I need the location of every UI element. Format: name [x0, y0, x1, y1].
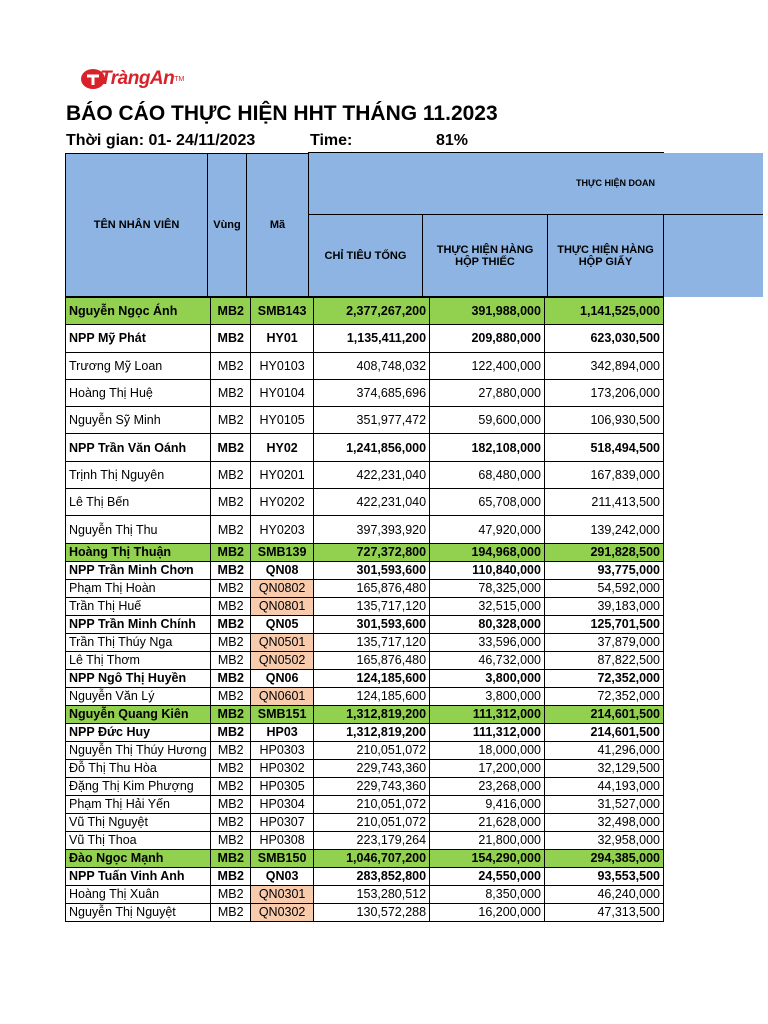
- employee-name-cell: Lê Thị Thơm: [66, 651, 211, 669]
- code-cell: SMB139: [251, 543, 314, 561]
- paper-box-cell: 1,141,525,000: [544, 298, 663, 325]
- target-cell: 727,372,800: [314, 543, 430, 561]
- report-period: [66, 132, 469, 150]
- tin-box-cell: 27,880,000: [430, 379, 545, 406]
- table-row: [66, 434, 664, 461]
- region-cell: MB2: [211, 687, 251, 705]
- region-cell: MB2: [211, 379, 251, 406]
- header-group-cell: [308, 153, 763, 215]
- target-cell: 229,743,360: [314, 759, 430, 777]
- tin-box-cell: 47,920,000: [430, 516, 545, 543]
- code-cell: HP0304: [251, 795, 314, 813]
- target-cell: 124,185,600: [314, 669, 430, 687]
- employee-name-cell: Nguyễn Thị Nguyệt: [66, 903, 211, 921]
- paper-box-cell: 214,601,500: [544, 705, 663, 723]
- tin-box-cell: 65,708,000: [430, 489, 545, 516]
- paper-box-cell: 47,313,500: [544, 903, 663, 921]
- employee-name-cell: Nguyễn Thị Thúy Hương: [66, 741, 211, 759]
- time-percent: 81%: [436, 132, 469, 149]
- logo-text: TràngAn: [100, 68, 175, 89]
- target-cell: 2,377,267,200: [314, 298, 430, 325]
- table-row: [66, 777, 664, 795]
- paper-box-cell: 37,879,000: [544, 633, 663, 651]
- region-cell: MB2: [211, 325, 251, 352]
- tin-box-cell: 68,480,000: [430, 461, 545, 488]
- table-body: [66, 298, 664, 922]
- region-cell: MB2: [211, 434, 251, 461]
- employee-name-cell: Hoàng Thị Xuân: [66, 885, 211, 903]
- employee-name-cell: Trịnh Thị Nguyên: [66, 461, 211, 488]
- table-row: [66, 885, 664, 903]
- target-cell: 422,231,040: [314, 489, 430, 516]
- region-cell: MB2: [211, 759, 251, 777]
- tin-box-cell: 21,800,000: [430, 831, 545, 849]
- region-cell: MB2: [211, 461, 251, 488]
- target-cell: 422,231,040: [314, 461, 430, 488]
- table-row: [66, 705, 664, 723]
- header-code: Mã: [246, 153, 309, 297]
- tin-box-cell: 24,550,000: [430, 867, 545, 885]
- employee-name-cell: Nguyễn Văn Lý: [66, 687, 211, 705]
- tin-box-cell: 33,596,000: [430, 633, 545, 651]
- code-cell: QN0301: [251, 885, 314, 903]
- code-cell: QN0302: [251, 903, 314, 921]
- table-row: [66, 298, 664, 325]
- table-row: [66, 407, 664, 434]
- tin-box-cell: 23,268,000: [430, 777, 545, 795]
- employee-name-cell: Hoàng Thị Huệ: [66, 379, 211, 406]
- employee-name-cell: NPP Mỹ Phát: [66, 325, 211, 352]
- employee-name-cell: Lê Thị Bến: [66, 489, 211, 516]
- region-cell: MB2: [211, 849, 251, 867]
- code-cell: QN0601: [251, 687, 314, 705]
- header-paper-box: THỰC HIỆN HÀNG HỘP GIẤY: [547, 214, 664, 297]
- code-cell: QN03: [251, 867, 314, 885]
- paper-box-cell: 72,352,000: [544, 687, 663, 705]
- region-cell: MB2: [211, 651, 251, 669]
- region-cell: MB2: [211, 407, 251, 434]
- target-cell: 397,393,920: [314, 516, 430, 543]
- target-cell: 223,179,264: [314, 831, 430, 849]
- target-cell: 301,593,600: [314, 561, 430, 579]
- tin-box-cell: 18,000,000: [430, 741, 545, 759]
- region-cell: MB2: [211, 561, 251, 579]
- code-cell: HY0105: [251, 407, 314, 434]
- target-cell: 210,051,072: [314, 813, 430, 831]
- paper-box-cell: 214,601,500: [544, 723, 663, 741]
- region-cell: MB2: [211, 705, 251, 723]
- tin-box-cell: 17,200,000: [430, 759, 545, 777]
- employee-name-cell: Hoàng Thị Thuận: [66, 543, 211, 561]
- period-label: Thời gian: 01- 24/11/2023: [66, 132, 256, 149]
- employee-name-cell: NPP Trần Minh Chính: [66, 615, 211, 633]
- target-cell: 351,977,472: [314, 407, 430, 434]
- header-name: TÊN NHÂN VIÊN: [65, 153, 208, 297]
- region-cell: MB2: [211, 831, 251, 849]
- region-cell: MB2: [211, 615, 251, 633]
- employee-name-cell: NPP Trần Minh Chơn: [66, 561, 211, 579]
- header-group-extension: [664, 215, 763, 297]
- tin-box-cell: 154,290,000: [430, 849, 545, 867]
- employee-name-cell: NPP Tuấn Vinh Anh: [66, 867, 211, 885]
- region-cell: MB2: [211, 597, 251, 615]
- employee-name-cell: Nguyễn Quang Kiên: [66, 705, 211, 723]
- region-cell: MB2: [211, 669, 251, 687]
- region-cell: MB2: [211, 903, 251, 921]
- table-row: [66, 461, 664, 488]
- region-cell: MB2: [211, 741, 251, 759]
- target-cell: 408,748,032: [314, 352, 430, 379]
- table-row: [66, 489, 664, 516]
- tin-box-cell: 182,108,000: [430, 434, 545, 461]
- employee-name-cell: Trương Mỹ Loan: [66, 352, 211, 379]
- paper-box-cell: 32,958,000: [544, 831, 663, 849]
- paper-box-cell: 54,592,000: [544, 579, 663, 597]
- table-row: [66, 633, 664, 651]
- tin-box-cell: 111,312,000: [430, 723, 545, 741]
- time-label: Time:: [310, 132, 353, 149]
- paper-box-cell: 518,494,500: [544, 434, 663, 461]
- table-row: [66, 867, 664, 885]
- code-cell: HY0202: [251, 489, 314, 516]
- paper-box-cell: 44,193,000: [544, 777, 663, 795]
- code-cell: HP0307: [251, 813, 314, 831]
- tin-box-cell: 3,800,000: [430, 669, 545, 687]
- code-cell: HP0302: [251, 759, 314, 777]
- table-row: [66, 516, 664, 543]
- region-cell: MB2: [211, 543, 251, 561]
- code-cell: SMB151: [251, 705, 314, 723]
- table-row: [66, 669, 664, 687]
- region-cell: MB2: [211, 795, 251, 813]
- paper-box-cell: 294,385,000: [544, 849, 663, 867]
- tin-box-cell: 21,628,000: [430, 813, 545, 831]
- employee-name-cell: Đặng Thị Kim Phượng: [66, 777, 211, 795]
- target-cell: 283,852,800: [314, 867, 430, 885]
- table-row: [66, 379, 664, 406]
- paper-box-cell: 106,930,500: [544, 407, 663, 434]
- employee-name-cell: Phạm Thị Hải Yến: [66, 795, 211, 813]
- region-cell: MB2: [211, 867, 251, 885]
- employee-name-cell: Đào Ngọc Mạnh: [66, 849, 211, 867]
- table-row: [66, 561, 664, 579]
- header-tin-box: THỰC HIỆN HÀNG HỘP THIẾC: [422, 214, 548, 297]
- tin-box-cell: 59,600,000: [430, 407, 545, 434]
- header-target: CHỈ TIÊU TỔNG: [308, 214, 423, 297]
- code-cell: QN0801: [251, 597, 314, 615]
- region-cell: MB2: [211, 813, 251, 831]
- code-cell: HP0308: [251, 831, 314, 849]
- table-row: [66, 352, 664, 379]
- table-row: [66, 903, 664, 921]
- tin-box-cell: 9,416,000: [430, 795, 545, 813]
- code-cell: QN05: [251, 615, 314, 633]
- paper-box-cell: 167,839,000: [544, 461, 663, 488]
- paper-box-cell: 39,183,000: [544, 597, 663, 615]
- table-row: [66, 651, 664, 669]
- code-cell: HY0201: [251, 461, 314, 488]
- tin-box-cell: 209,880,000: [430, 325, 545, 352]
- target-cell: 153,280,512: [314, 885, 430, 903]
- table-row: [66, 759, 664, 777]
- target-cell: 210,051,072: [314, 741, 430, 759]
- employee-name-cell: Nguyễn Sỹ Minh: [66, 407, 211, 434]
- region-cell: MB2: [211, 885, 251, 903]
- tin-box-cell: 80,328,000: [430, 615, 545, 633]
- code-cell: HY0203: [251, 516, 314, 543]
- header-region: Vùng: [207, 153, 247, 297]
- target-cell: 1,312,819,200: [314, 723, 430, 741]
- target-cell: 301,593,600: [314, 615, 430, 633]
- employee-name-cell: Vũ Thị Nguyệt: [66, 813, 211, 831]
- region-cell: MB2: [211, 723, 251, 741]
- target-cell: 1,312,819,200: [314, 705, 430, 723]
- employee-name-cell: Nguyễn Thị Thu: [66, 516, 211, 543]
- employee-name-cell: NPP Ngô Thị Huyền: [66, 669, 211, 687]
- employee-name-cell: Vũ Thị Thoa: [66, 831, 211, 849]
- paper-box-cell: 623,030,500: [544, 325, 663, 352]
- code-cell: HY02: [251, 434, 314, 461]
- target-cell: 124,185,600: [314, 687, 430, 705]
- paper-box-cell: 87,822,500: [544, 651, 663, 669]
- code-cell: QN0802: [251, 579, 314, 597]
- tin-box-cell: 194,968,000: [430, 543, 545, 561]
- table-row: [66, 579, 664, 597]
- company-logo: [80, 66, 184, 92]
- tin-box-cell: 32,515,000: [430, 597, 545, 615]
- target-cell: 165,876,480: [314, 651, 430, 669]
- region-cell: MB2: [211, 298, 251, 325]
- target-cell: 165,876,480: [314, 579, 430, 597]
- code-cell: HP0305: [251, 777, 314, 795]
- employee-name-cell: NPP Đức Huy: [66, 723, 211, 741]
- tin-box-cell: 391,988,000: [430, 298, 545, 325]
- tin-box-cell: 46,732,000: [430, 651, 545, 669]
- paper-box-cell: 139,242,000: [544, 516, 663, 543]
- paper-box-cell: 342,894,000: [544, 352, 663, 379]
- header-group-label: THỰC HIỆN DOAN: [576, 178, 655, 188]
- tin-box-cell: 8,350,000: [430, 885, 545, 903]
- table-row: [66, 325, 664, 352]
- table-row: [66, 831, 664, 849]
- region-cell: MB2: [211, 777, 251, 795]
- target-cell: 135,717,120: [314, 597, 430, 615]
- sales-table: [65, 297, 664, 922]
- employee-name-cell: Trần Thị Thúy Nga: [66, 633, 211, 651]
- region-cell: MB2: [211, 516, 251, 543]
- tin-box-cell: 16,200,000: [430, 903, 545, 921]
- paper-box-cell: 32,498,000: [544, 813, 663, 831]
- tin-box-cell: 3,800,000: [430, 687, 545, 705]
- target-cell: 1,135,411,200: [314, 325, 430, 352]
- region-cell: MB2: [211, 352, 251, 379]
- code-cell: QN0502: [251, 651, 314, 669]
- employee-name-cell: Phạm Thị Hoàn: [66, 579, 211, 597]
- paper-box-cell: 93,553,500: [544, 867, 663, 885]
- table-row: [66, 543, 664, 561]
- code-cell: QN0501: [251, 633, 314, 651]
- tin-box-cell: 78,325,000: [430, 579, 545, 597]
- paper-box-cell: 72,352,000: [544, 669, 663, 687]
- report-title: BÁO CÁO THỰC HIỆN HHT THÁNG 11.2023: [66, 102, 498, 125]
- code-cell: HY0103: [251, 352, 314, 379]
- target-cell: 374,685,696: [314, 379, 430, 406]
- code-cell: QN08: [251, 561, 314, 579]
- paper-box-cell: 291,828,500: [544, 543, 663, 561]
- table-row: [66, 597, 664, 615]
- table-row: [66, 687, 664, 705]
- paper-box-cell: 31,527,000: [544, 795, 663, 813]
- employee-name-cell: NPP Trần Văn Oánh: [66, 434, 211, 461]
- code-cell: SMB150: [251, 849, 314, 867]
- employee-name-cell: Đỗ Thị Thu Hòa: [66, 759, 211, 777]
- code-cell: HY01: [251, 325, 314, 352]
- region-cell: MB2: [211, 489, 251, 516]
- target-cell: 1,241,856,000: [314, 434, 430, 461]
- paper-box-cell: 46,240,000: [544, 885, 663, 903]
- code-cell: HP0303: [251, 741, 314, 759]
- tin-box-cell: 111,312,000: [430, 705, 545, 723]
- paper-box-cell: 41,296,000: [544, 741, 663, 759]
- employee-name-cell: Nguyễn Ngọc Ánh: [66, 298, 211, 325]
- region-cell: MB2: [211, 633, 251, 651]
- paper-box-cell: 173,206,000: [544, 379, 663, 406]
- table-row: [66, 723, 664, 741]
- paper-box-cell: 93,775,000: [544, 561, 663, 579]
- tin-box-cell: 110,840,000: [430, 561, 545, 579]
- paper-box-cell: 211,413,500: [544, 489, 663, 516]
- code-cell: QN06: [251, 669, 314, 687]
- target-cell: 135,717,120: [314, 633, 430, 651]
- target-cell: 130,572,288: [314, 903, 430, 921]
- logo-trademark: TM: [174, 75, 185, 83]
- target-cell: 229,743,360: [314, 777, 430, 795]
- paper-box-cell: 125,701,500: [544, 615, 663, 633]
- code-cell: HY0104: [251, 379, 314, 406]
- target-cell: 210,051,072: [314, 795, 430, 813]
- table-row: [66, 849, 664, 867]
- employee-name-cell: Trần Thị Huế: [66, 597, 211, 615]
- code-cell: HP03: [251, 723, 314, 741]
- tin-box-cell: 122,400,000: [430, 352, 545, 379]
- code-cell: SMB143: [251, 298, 314, 325]
- table-row: [66, 741, 664, 759]
- table-row: [66, 615, 664, 633]
- target-cell: 1,046,707,200: [314, 849, 430, 867]
- table-row: [66, 795, 664, 813]
- paper-box-cell: 32,129,500: [544, 759, 663, 777]
- table-row: [66, 813, 664, 831]
- region-cell: MB2: [211, 579, 251, 597]
